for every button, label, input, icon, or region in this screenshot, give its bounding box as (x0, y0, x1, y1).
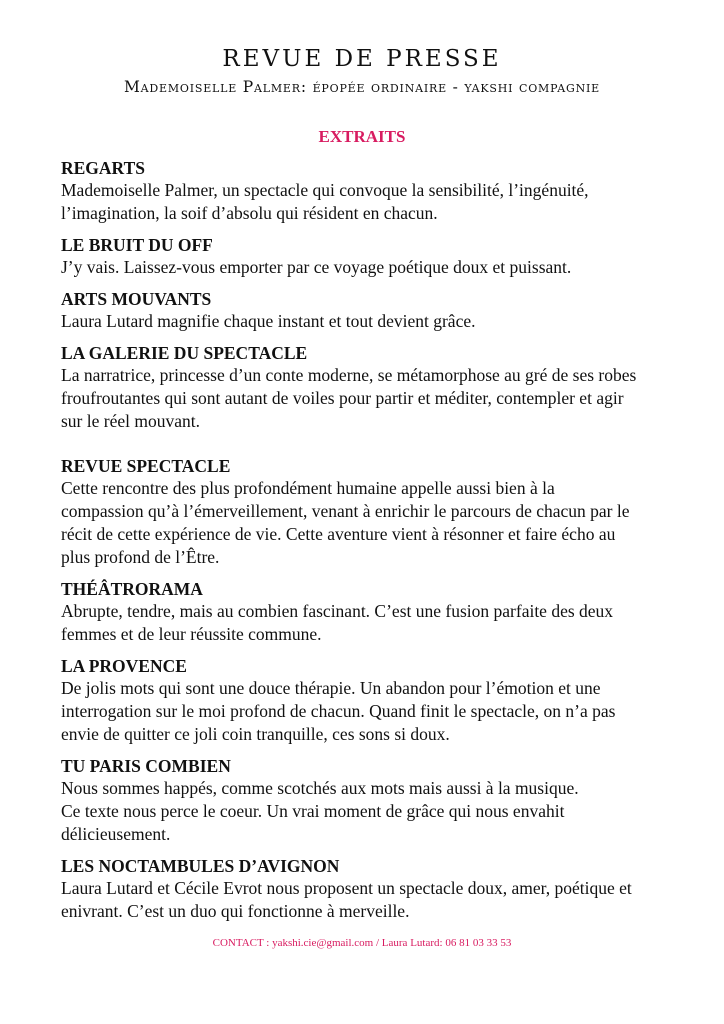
extract-source: THÉÂTRORAMA (61, 579, 203, 599)
extract-source: LA PROVENCE (61, 656, 187, 676)
extract-source: LA GALERIE DU SPECTACLE (61, 343, 308, 363)
extract-item (61, 288, 671, 333)
extract-quote: Mademoiselle Palmer, un spectacle qui convoque la sensibilité, l’ingénuité, l’imagination, la soif d’absolu qui résident en chacun. (61, 180, 589, 223)
page-title: REVUE DE PRESSE (222, 46, 502, 72)
extract-source: LES NOCTAMBULES D’AVIGNON (61, 856, 340, 876)
extract-quote: Laura Lutard magnifie chaque instant et tout devient grâce. (61, 311, 476, 331)
extract-item (61, 578, 671, 646)
extract-item (61, 855, 671, 923)
extract-source: TU PARIS COMBIEN (61, 756, 231, 776)
extract-quote: Nous sommes happés, comme scotchés aux mots mais aussi à la musique. Ce texte nous perce le coeur. Un vrai moment de grâce qui nous envahit délicieusement. (61, 778, 579, 844)
extract-item (61, 755, 671, 846)
extract-item (61, 234, 671, 279)
extract-item (61, 342, 671, 433)
extract-quote: Laura Lutard et Cécile Evrot nous proposent un spectacle doux, amer, poétique et enivrant. C’est un duo qui fonctionne à merveille. (61, 878, 632, 921)
extract-item (61, 455, 671, 569)
extract-item (61, 157, 671, 225)
extract-quote: La narratrice, princesse d’un conte moderne, se métamorphose au gré de ses robes froufroutantes qui sont autant de voiles pour partir et méditer, contempler et agir sur le réel mouvant. (61, 365, 637, 431)
extract-quote: Cette rencontre des plus profondément humaine appelle aussi bien à la compassion qu’à l’émerveillement, venant à enrichir le parcours de chacun par le récit de cette expérience de vie. Cette aventure vient à résonner et faire écho au plus profond de l’Être. (61, 478, 630, 567)
extract-source: REGARTS (61, 158, 145, 178)
extract-quote: J’y vais. Laissez-vous emporter par ce voyage poétique doux et puissant. (61, 257, 572, 277)
extract-item (61, 655, 671, 746)
extract-source: REVUE SPECTACLE (61, 456, 231, 476)
page-subtitle: Mademoiselle Palmer: épopée ordinaire - yakshi compagnie (123, 78, 601, 96)
extract-quote: Abrupte, tendre, mais au combien fascinant. C’est une fusion parfaite des deux femmes et de leur réussite commune. (61, 601, 614, 644)
extract-source: LE BRUIT DU OFF (61, 235, 213, 255)
extracts-list (61, 157, 671, 923)
contact-footer: CONTACT : yakshi.cie@gmail.com / Laura Lutard: 06 81 03 33 53 (212, 937, 512, 949)
extract-source: ARTS MOUVANTS (61, 289, 212, 309)
section-label: EXTRAITS (318, 127, 406, 146)
extract-quote: De jolis mots qui sont une douce thérapie. Un abandon pour l’émotion et une interrogation sur le moi profond de chacun. Quand finit le spectacle, on n’a pas envie de quitter ce joli coin tranquille, ces sons si doux. (61, 678, 616, 744)
